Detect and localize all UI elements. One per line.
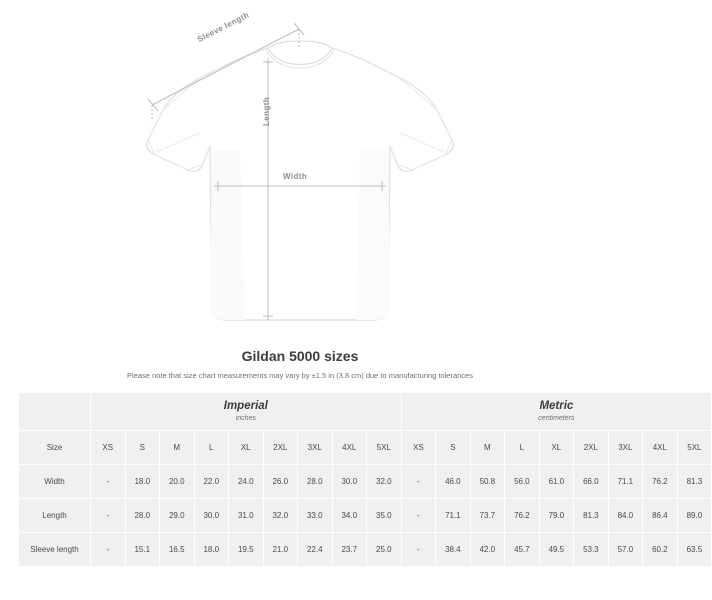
size-header-metric-5xl: 5XL — [677, 431, 712, 465]
unit-group-metric-subtitle: centimeters — [538, 414, 575, 422]
cell-width-metric-xs: - — [401, 465, 436, 499]
cell-width-metric-l: 56.0 — [505, 465, 540, 499]
cell-width-imperial-l: 22.0 — [194, 465, 229, 499]
cell-width-metric-m: 50.8 — [470, 465, 505, 499]
cell-width-imperial-4xl: 30.0 — [332, 465, 367, 499]
cell-length-imperial-3xl: 33.0 — [298, 499, 333, 533]
cell-length-imperial-m: 29.0 — [160, 499, 195, 533]
cell-sleeve-metric-xl: 49.5 — [539, 533, 574, 567]
cell-sleeve-metric-2xl: 53.3 — [574, 533, 609, 567]
cell-sleeve-metric-xs: - — [401, 533, 436, 567]
cell-width-metric-4xl: 76.2 — [643, 465, 678, 499]
size-header-imperial-xs: XS — [91, 431, 126, 465]
cell-width-metric-3xl: 71.1 — [608, 465, 643, 499]
size-header-imperial-xl: XL — [229, 431, 264, 465]
cell-sleeve-imperial-s: 15.1 — [125, 533, 160, 567]
cell-sleeve-imperial-4xl: 23.7 — [332, 533, 367, 567]
cell-length-metric-4xl: 86.4 — [643, 499, 678, 533]
cell-length-metric-l: 76.2 — [505, 499, 540, 533]
cell-length-imperial-4xl: 34.0 — [332, 499, 367, 533]
size-header-metric-3xl: 3XL — [608, 431, 643, 465]
table-row — [19, 465, 712, 499]
unit-group-imperial-subtitle: inches — [235, 414, 256, 422]
length-label: Length — [262, 96, 271, 126]
unit-group-metric-title: Metric — [539, 399, 574, 412]
cell-sleeve-metric-5xl: 63.5 — [677, 533, 712, 567]
unit-group-imperial — [91, 393, 402, 431]
cell-sleeve-imperial-5xl: 25.0 — [367, 533, 402, 567]
width-label: Width — [283, 172, 308, 181]
size-header-imperial-2xl: 2XL — [263, 431, 298, 465]
tshirt-illustration — [0, 0, 600, 345]
size-header-imperial-s: S — [125, 431, 160, 465]
size-header-row — [19, 431, 712, 465]
cell-width-imperial-2xl: 26.0 — [263, 465, 298, 499]
sleeve-length-label: Sleeve length — [196, 10, 251, 45]
cell-width-imperial-xs: - — [91, 465, 126, 499]
unit-group-metric — [401, 393, 712, 431]
row-label-sleeve-length: Sleeve length — [19, 533, 91, 567]
unit-group-row — [19, 393, 712, 431]
size-header-metric-m: M — [470, 431, 505, 465]
cell-length-imperial-xs: - — [91, 499, 126, 533]
cell-sleeve-metric-s: 38.4 — [436, 533, 471, 567]
cell-length-metric-3xl: 84.0 — [608, 499, 643, 533]
size-header-imperial-4xl: 4XL — [332, 431, 367, 465]
cell-width-imperial-m: 20.0 — [160, 465, 195, 499]
size-header-metric-s: S — [436, 431, 471, 465]
size-header-imperial-5xl: 5XL — [367, 431, 402, 465]
size-table-wrapper — [18, 392, 703, 567]
corner-cell — [19, 393, 91, 431]
size-header-metric-xs: XS — [401, 431, 436, 465]
cell-length-imperial-2xl: 32.0 — [263, 499, 298, 533]
size-header-metric-2xl: 2XL — [574, 431, 609, 465]
cell-length-metric-s: 71.1 — [436, 499, 471, 533]
table-row — [19, 533, 712, 567]
cell-sleeve-metric-3xl: 57.0 — [608, 533, 643, 567]
cell-length-metric-xl: 79.0 — [539, 499, 574, 533]
cell-sleeve-imperial-l: 18.0 — [194, 533, 229, 567]
size-header-imperial-3xl: 3XL — [298, 431, 333, 465]
size-header-cell: Size — [19, 431, 91, 465]
size-chart-table — [18, 392, 712, 567]
table-row — [19, 499, 712, 533]
cell-width-metric-5xl: 81.3 — [677, 465, 712, 499]
cell-sleeve-imperial-m: 16.5 — [160, 533, 195, 567]
cell-width-metric-2xl: 66.0 — [574, 465, 609, 499]
page-title: Gildan 5000 sizes — [241, 348, 359, 364]
cell-width-metric-xl: 61.0 — [539, 465, 574, 499]
cell-sleeve-metric-4xl: 60.2 — [643, 533, 678, 567]
cell-sleeve-imperial-3xl: 22.4 — [298, 533, 333, 567]
cell-sleeve-imperial-xl: 19.5 — [229, 533, 264, 567]
cell-width-imperial-s: 18.0 — [125, 465, 160, 499]
size-header-imperial-l: L — [194, 431, 229, 465]
cell-length-metric-2xl: 81.3 — [574, 499, 609, 533]
cell-sleeve-metric-l: 45.7 — [505, 533, 540, 567]
cell-length-metric-5xl: 89.0 — [677, 499, 712, 533]
cell-sleeve-imperial-xs: - — [91, 533, 126, 567]
size-header-imperial-m: M — [160, 431, 195, 465]
cell-sleeve-metric-m: 42.0 — [470, 533, 505, 567]
cell-length-imperial-s: 28.0 — [125, 499, 160, 533]
row-label-width: Width — [19, 465, 91, 499]
tolerance-note: Please note that size chart measurements may vary by ±1.5 in (3.8 cm) due to manufacturing tolerances — [127, 371, 473, 380]
cell-length-imperial-l: 30.0 — [194, 499, 229, 533]
cell-width-imperial-5xl: 32.0 — [367, 465, 402, 499]
cell-length-metric-m: 73.7 — [470, 499, 505, 533]
cell-length-imperial-xl: 31.0 — [229, 499, 264, 533]
cell-sleeve-imperial-2xl: 21.0 — [263, 533, 298, 567]
cell-width-imperial-3xl: 28.0 — [298, 465, 333, 499]
size-header-metric-xl: XL — [539, 431, 574, 465]
unit-group-imperial-title: Imperial — [223, 399, 268, 412]
row-label-length: Length — [19, 499, 91, 533]
cell-length-imperial-5xl: 35.0 — [367, 499, 402, 533]
cell-width-imperial-xl: 24.0 — [229, 465, 264, 499]
cell-length-metric-xs: - — [401, 499, 436, 533]
size-header-metric-l: L — [505, 431, 540, 465]
size-header-metric-4xl: 4XL — [643, 431, 678, 465]
cell-width-metric-s: 46.0 — [436, 465, 471, 499]
